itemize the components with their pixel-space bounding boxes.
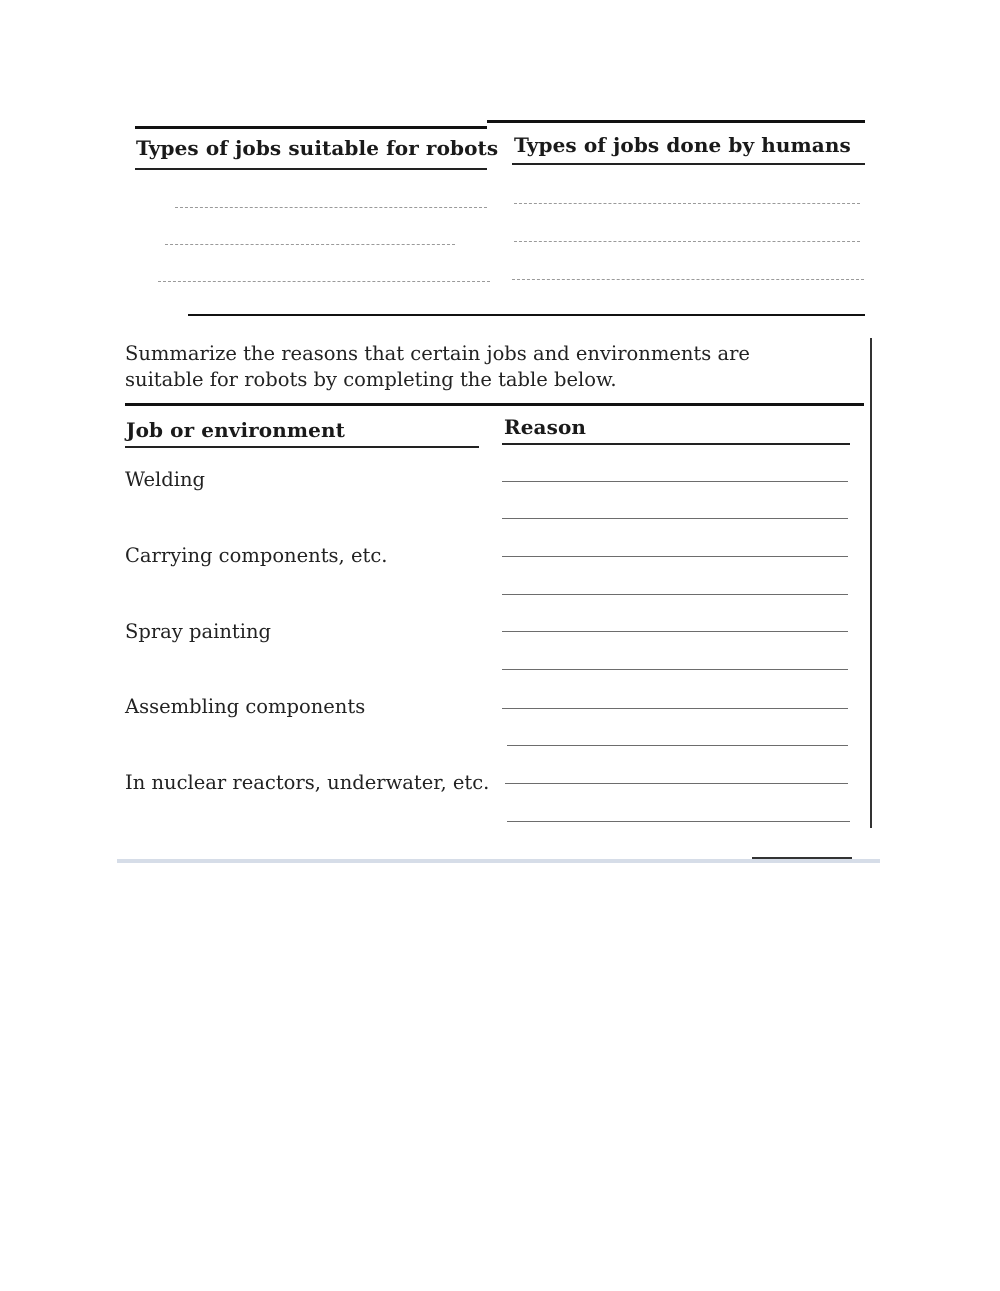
scan-bottom-edge bbox=[117, 859, 880, 863]
table1-top-rule-right bbox=[487, 120, 865, 123]
reason-answer-line bbox=[502, 481, 848, 482]
reason-answer-line bbox=[507, 745, 848, 746]
reason-input-assembling-2[interactable] bbox=[502, 719, 848, 745]
humans-column-heading: Types of jobs done by humans bbox=[514, 133, 851, 157]
reason-answer-line bbox=[502, 594, 848, 595]
table2-top-rule bbox=[125, 403, 864, 406]
reason-input-nuclear-2[interactable] bbox=[502, 795, 848, 821]
job-column-heading: Job or environment bbox=[126, 418, 345, 442]
job-label-nuclear-underwater: In nuclear reactors, underwater, etc. bbox=[125, 771, 490, 794]
reason-answer-line bbox=[502, 518, 848, 519]
instructions-text: Summarize the reasons that certain jobs and environments are suitable for robots by completing the table below. bbox=[125, 342, 750, 391]
robots-answer-input-2[interactable] bbox=[160, 217, 488, 243]
reason-answer-line bbox=[507, 821, 850, 822]
job-label-welding: Welding bbox=[125, 468, 205, 491]
reason-column-heading: Reason bbox=[504, 415, 587, 439]
job-label-assembling: Assembling components bbox=[125, 695, 366, 718]
reason-input-nuclear-1[interactable] bbox=[502, 757, 848, 783]
reason-answer-line bbox=[502, 708, 848, 709]
robots-heading-underline bbox=[135, 168, 487, 170]
humans-answer-line bbox=[514, 241, 860, 242]
reason-input-carrying-2[interactable] bbox=[502, 568, 848, 594]
reason-answer-line bbox=[502, 631, 848, 632]
humans-heading-underline bbox=[512, 163, 865, 165]
robots-answer-line bbox=[165, 244, 455, 245]
job-label-spray-painting: Spray painting bbox=[125, 620, 272, 643]
table1-top-rule bbox=[135, 126, 487, 129]
robots-column-heading: Types of jobs suitable for robots bbox=[136, 136, 499, 160]
reason-input-carrying-1[interactable] bbox=[502, 530, 848, 556]
table1-bottom-rule bbox=[188, 314, 865, 316]
reason-input-welding-1[interactable] bbox=[502, 455, 848, 481]
robots-answer-input-1[interactable] bbox=[170, 180, 488, 206]
robots-answer-line bbox=[175, 207, 487, 208]
reason-answer-line bbox=[502, 669, 848, 670]
humans-answer-line bbox=[512, 279, 864, 280]
humans-answer-input-3[interactable] bbox=[512, 252, 862, 278]
reason-input-assembling-1[interactable] bbox=[502, 682, 848, 708]
job-label-carrying: Carrying components, etc. bbox=[125, 544, 388, 567]
reason-input-spray-2[interactable] bbox=[502, 643, 848, 669]
humans-answer-input-2[interactable] bbox=[512, 214, 862, 240]
reason-input-spray-1[interactable] bbox=[502, 605, 848, 631]
section-right-border bbox=[870, 338, 872, 828]
robots-answer-input-3[interactable] bbox=[155, 254, 488, 280]
humans-answer-line bbox=[514, 203, 860, 204]
reason-input-welding-2[interactable] bbox=[502, 492, 848, 518]
humans-answer-input-1[interactable] bbox=[512, 176, 862, 202]
job-heading-underline bbox=[125, 446, 479, 448]
reason-answer-line bbox=[505, 783, 848, 784]
reason-answer-line bbox=[502, 556, 848, 557]
robots-answer-line bbox=[158, 281, 490, 282]
reason-heading-underline bbox=[502, 443, 850, 445]
